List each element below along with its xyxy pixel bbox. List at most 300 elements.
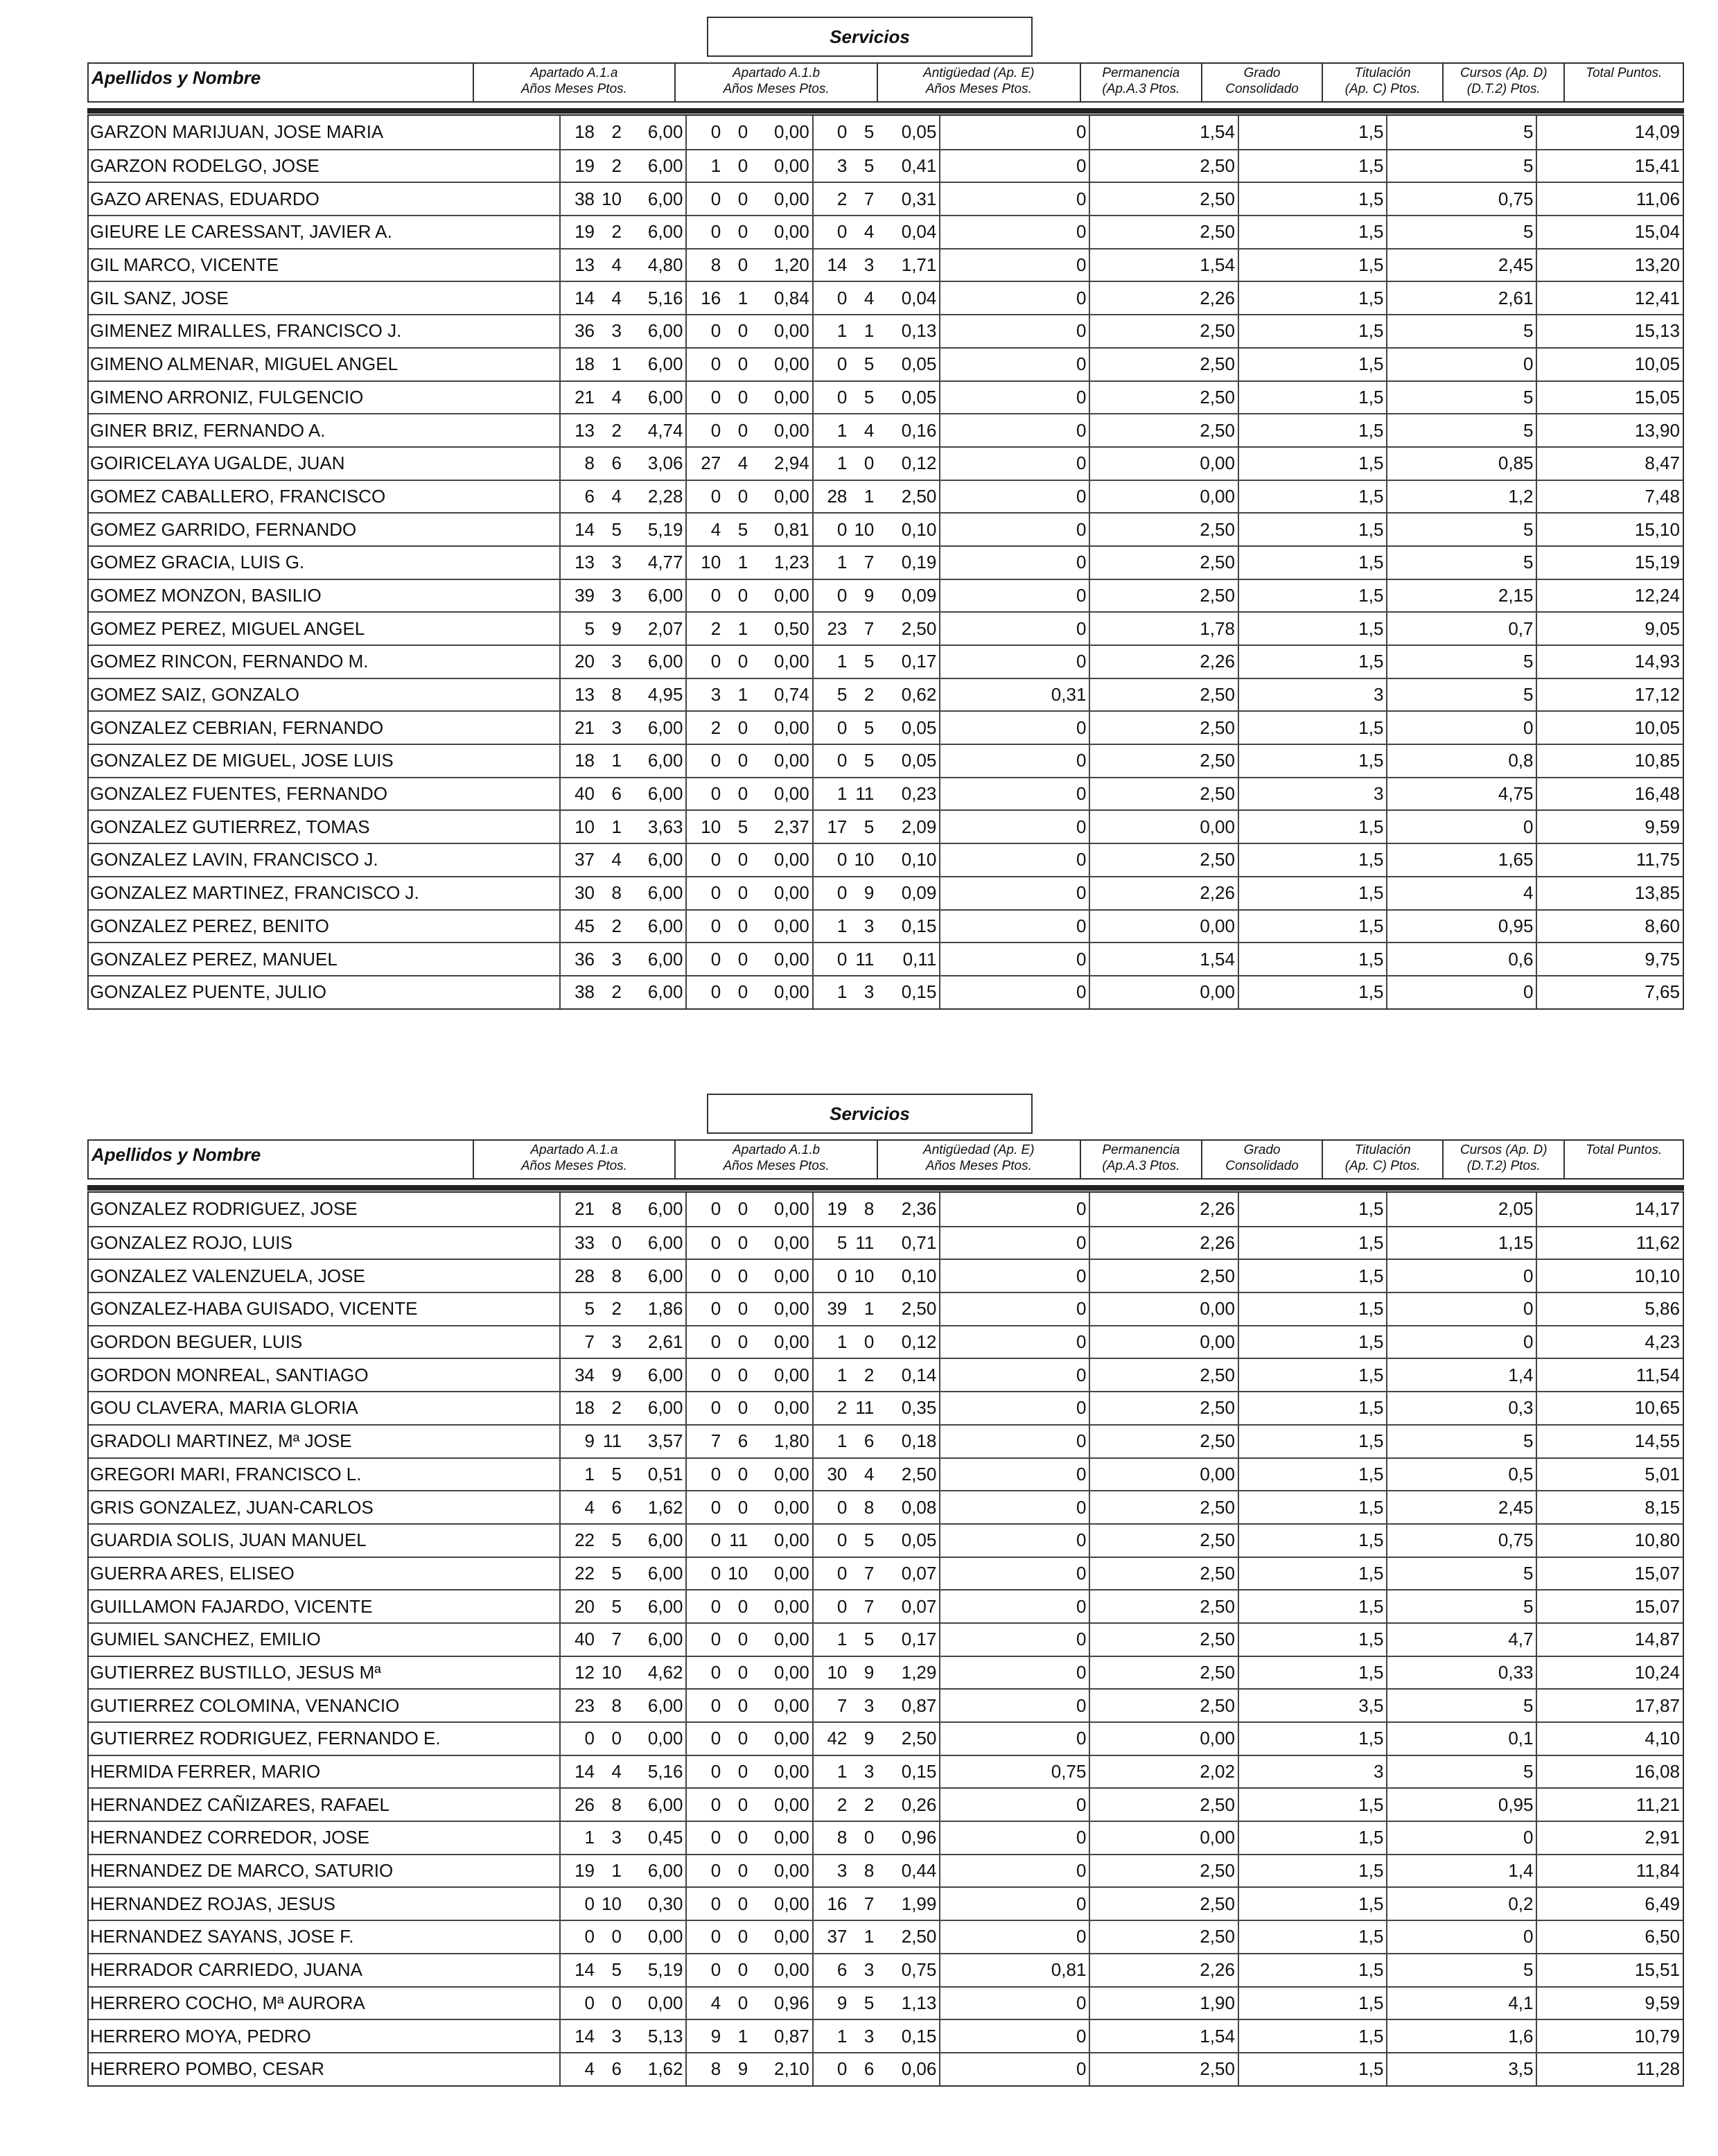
table-row: [89, 248, 1683, 281]
permanencia-points: 0: [939, 1921, 1089, 1953]
table-row: [89, 413, 1683, 446]
row-name: GIMENEZ MIRALLES, FRANCISCO J.: [90, 320, 402, 342]
titulacion-points: 1,5: [1238, 1624, 1387, 1656]
a1b-points: 0,00: [774, 1562, 809, 1584]
antig-months: 4: [864, 287, 875, 308]
a1b-years: 0: [685, 183, 724, 215]
titulacion-points: 1,5: [1238, 844, 1387, 876]
a1b-months: 5: [737, 518, 748, 540]
antig-months: 1: [864, 1298, 875, 1320]
a1b-years: 0: [685, 976, 724, 1008]
a1b-months: 4: [737, 453, 748, 474]
a1a-points: 6,00: [647, 353, 683, 375]
permanencia-points: 0: [939, 811, 1089, 843]
antig-years: 1: [812, 1359, 850, 1391]
a1a-points: 2,28: [647, 485, 683, 507]
a1b-months: 6: [737, 1430, 748, 1452]
a1b-points: 0,00: [774, 750, 809, 771]
titulacion-points: 1,5: [1238, 382, 1387, 414]
cursos-points: 1,2: [1386, 481, 1536, 513]
a1a-months: 8: [611, 1694, 622, 1716]
a1a-points: 6,00: [647, 651, 683, 672]
antig-years: 1: [812, 1326, 850, 1358]
row-name: GIMENO ARRONIZ, FULGENCIO: [90, 386, 364, 407]
permanencia-points: 0: [939, 1624, 1089, 1656]
total-points: 4,10: [1536, 1723, 1682, 1755]
total-points: 6,50: [1536, 1921, 1682, 1953]
total-points: 2,91: [1536, 1822, 1682, 1854]
table-row: [89, 611, 1683, 645]
a1b-points: 0,00: [774, 1827, 809, 1848]
antig-years: 0: [812, 1491, 850, 1523]
row-name: GUMIEL SANCHEZ, EMILIO: [90, 1629, 321, 1650]
a1b-points: 0,00: [774, 320, 809, 342]
total-points: 13,20: [1536, 249, 1682, 281]
table-row: [89, 215, 1683, 248]
a1b-years: 0: [685, 1359, 724, 1391]
titulacion-points: 1,5: [1238, 150, 1387, 182]
a1a-months: 2: [611, 915, 622, 936]
a1a-years: 8: [559, 448, 597, 480]
antig-points: 1,29: [901, 1661, 937, 1683]
a1a-months: 4: [611, 849, 622, 870]
antig-points: 0,35: [901, 1397, 937, 1419]
row-name: GUTIERREZ RODRIGUEZ, FERNANDO E.: [90, 1728, 441, 1749]
permanencia-points: 0: [939, 1525, 1089, 1557]
cursos-points: 5: [1386, 547, 1536, 579]
total-points: 11,21: [1536, 1789, 1682, 1821]
antig-years: 0: [812, 216, 850, 248]
a1a-years: 22: [559, 1525, 597, 1557]
a1a-points: 6,00: [647, 750, 683, 771]
a1a-points: 6,00: [647, 1595, 683, 1617]
cursos-points: 5: [1386, 1590, 1536, 1622]
a1b-points: 0,00: [774, 1298, 809, 1320]
permanencia-points: 0: [939, 116, 1089, 149]
a1a-months: 4: [611, 1761, 622, 1782]
antig-years: 9: [812, 1988, 850, 2019]
a1a-years: 20: [559, 1590, 597, 1622]
a1a-years: 9: [559, 1426, 597, 1457]
a1b-years: 0: [685, 1558, 724, 1590]
permanencia-points: 0: [939, 1888, 1089, 1920]
permanencia-points: 0: [939, 1227, 1089, 1259]
antig-years: 16: [812, 1888, 850, 1920]
permanencia-points: 0: [939, 976, 1089, 1008]
antig-points: 0,10: [901, 1265, 937, 1286]
grado-consolidado: 2,50: [1089, 382, 1238, 414]
total-points: 11,06: [1536, 183, 1682, 215]
antig-years: 5: [812, 679, 850, 711]
antig-points: 0,10: [901, 518, 937, 540]
total-points: 12,24: [1536, 580, 1682, 612]
antig-years: 1: [812, 646, 850, 678]
a1b-months: 0: [737, 1595, 748, 1617]
a1b-years: 0: [685, 1392, 724, 1424]
permanencia-points: 0: [939, 911, 1089, 943]
antig-years: 0: [812, 580, 850, 612]
table-row: [89, 1688, 1683, 1721]
a1b-months: 1: [737, 684, 748, 705]
a1b-points: 0,00: [774, 915, 809, 936]
antig-months: 5: [864, 1992, 875, 2013]
titulacion-points: 1,5: [1238, 1590, 1387, 1622]
cursos-points: 1,4: [1386, 1855, 1536, 1887]
a1a-months: 0: [611, 1728, 622, 1749]
a1a-points: 5,16: [647, 1761, 683, 1782]
cursos-points: 1,6: [1386, 2020, 1536, 2052]
titulacion-points: 1,5: [1238, 414, 1387, 446]
a1b-months: 0: [737, 882, 748, 904]
a1a-years: 14: [559, 1954, 597, 1986]
a1a-points: 6,00: [647, 1364, 683, 1385]
row-name: GONZALEZ MARTINEZ, FRANCISCO J.: [90, 882, 419, 904]
a1a-months: 2: [611, 155, 622, 177]
antig-points: 0,18: [901, 1430, 937, 1452]
antig-months: 9: [864, 1728, 875, 1749]
titulacion-points: 1,5: [1238, 1491, 1387, 1523]
grado-consolidado: 2,50: [1089, 1921, 1238, 1953]
a1b-years: 10: [685, 811, 724, 843]
permanencia-points: 0: [939, 282, 1089, 314]
antig-years: 0: [812, 116, 850, 149]
total-points: 14,55: [1536, 1426, 1682, 1457]
table-row: [89, 2019, 1683, 2052]
antig-years: 0: [812, 349, 850, 380]
a1b-points: 0,00: [774, 1364, 809, 1385]
a1a-months: 2: [611, 121, 622, 143]
antig-points: 0,19: [901, 552, 937, 573]
titulacion-points: 1,5: [1238, 315, 1387, 347]
table-row: [89, 380, 1683, 414]
a1b-months: 0: [737, 981, 748, 1003]
cursos-points: 0,6: [1386, 943, 1536, 975]
a1b-points: 0,00: [774, 419, 809, 441]
table-row: [89, 975, 1683, 1008]
row-name: HERRERO COCHO, Mª AURORA: [90, 1992, 365, 2013]
titulacion-points: 1,5: [1238, 580, 1387, 612]
a1a-months: 0: [611, 1232, 622, 1254]
antig-points: 2,50: [901, 1728, 937, 1749]
antig-years: 2: [812, 183, 850, 215]
total-points: 10,65: [1536, 1392, 1682, 1424]
a1b-years: 0: [685, 1822, 724, 1854]
antig-years: 10: [812, 1657, 850, 1689]
a1a-years: 18: [559, 349, 597, 380]
a1a-points: 4,62: [647, 1661, 683, 1683]
a1b-months: 0: [737, 1629, 748, 1650]
table-row: [89, 545, 1683, 579]
titulacion-points: 3,5: [1238, 1690, 1387, 1721]
titulacion-points: 3: [1238, 1756, 1387, 1788]
a1b-points: 0,87: [774, 2025, 809, 2047]
table-row: [89, 1986, 1683, 2019]
cursos-points: 2,15: [1386, 580, 1536, 612]
a1b-years: 0: [685, 1657, 724, 1689]
grado-consolidado: 2,50: [1089, 679, 1238, 711]
a1a-months: 6: [611, 1496, 622, 1518]
row-name: GORDON MONREAL, SANTIAGO: [90, 1364, 369, 1385]
titulacion-points: 1,5: [1238, 877, 1387, 909]
a1b-months: 0: [737, 1496, 748, 1518]
a1b-points: 0,00: [774, 353, 809, 375]
a1a-months: 3: [611, 1827, 622, 1848]
a1a-points: 0,00: [647, 1926, 683, 1947]
antig-months: 9: [864, 1661, 875, 1683]
a1b-points: 2,10: [774, 2058, 809, 2080]
a1b-points: 2,37: [774, 816, 809, 837]
a1a-points: 6,00: [647, 882, 683, 904]
a1a-months: 10: [602, 1661, 622, 1683]
permanencia-points: 0: [939, 2020, 1089, 2052]
antig-points: 0,12: [901, 453, 937, 474]
a1a-points: 2,07: [647, 617, 683, 639]
total-points: 15,07: [1536, 1590, 1682, 1622]
row-name: GOMEZ SAIZ, GONZALO: [90, 684, 299, 705]
cursos-points: 0,75: [1386, 183, 1536, 215]
a1b-years: 0: [685, 580, 724, 612]
table-row: [89, 1193, 1683, 1226]
a1b-months: 1: [737, 287, 748, 308]
titulacion-points: 1,5: [1238, 1293, 1387, 1325]
a1b-points: 0,00: [774, 783, 809, 805]
a1b-months: 0: [737, 849, 748, 870]
antig-months: 5: [864, 717, 875, 738]
a1b-years: 0: [685, 1459, 724, 1491]
antig-months: 3: [864, 1959, 875, 1981]
row-name: GUARDIA SOLIS, JUAN MANUEL: [90, 1530, 367, 1551]
total-points: 11,84: [1536, 1855, 1682, 1887]
antig-months: 3: [864, 981, 875, 1003]
antig-months: 0: [864, 1331, 875, 1353]
antig-years: 0: [812, 1590, 850, 1622]
permanencia-points: 0: [939, 1590, 1089, 1622]
antig-months: 7: [864, 552, 875, 573]
antig-years: 39: [812, 1293, 850, 1325]
cursos-points: 5: [1386, 514, 1536, 545]
a1b-months: 0: [737, 1728, 748, 1749]
grado-consolidado: 2,50: [1089, 1624, 1238, 1656]
antig-points: 0,16: [901, 419, 937, 441]
a1a-years: 37: [559, 844, 597, 876]
table-row: [89, 1721, 1683, 1755]
table-row: [89, 1391, 1683, 1424]
permanencia-points: 0: [939, 943, 1089, 975]
a1a-years: 36: [559, 943, 597, 975]
a1a-years: 10: [559, 811, 597, 843]
antig-months: 7: [864, 1562, 875, 1584]
grado-consolidado: 0,00: [1089, 1822, 1238, 1854]
a1a-points: 0,00: [647, 1728, 683, 1749]
antig-months: 4: [864, 221, 875, 243]
a1b-years: 4: [685, 514, 724, 545]
a1b-points: 0,00: [774, 1794, 809, 1815]
total-points: 11,75: [1536, 844, 1682, 876]
antig-months: 3: [864, 254, 875, 276]
permanencia-points: 0: [939, 1260, 1089, 1292]
a1b-years: 10: [685, 547, 724, 579]
row-name: GOMEZ GARRIDO, FERNANDO: [90, 518, 357, 540]
header-a1b: Apartado A.1.b Años Meses Ptos.: [674, 1141, 877, 1178]
a1a-years: 4: [559, 1491, 597, 1523]
a1b-months: 0: [737, 1364, 748, 1385]
table-row: [89, 1557, 1683, 1590]
a1a-years: 0: [559, 1723, 597, 1755]
a1b-points: 0,00: [774, 1728, 809, 1749]
a1a-months: 5: [611, 1530, 622, 1551]
total-points: 14,09: [1536, 116, 1682, 149]
permanencia-points: 0: [939, 1426, 1089, 1457]
antig-years: 0: [812, 1525, 850, 1557]
antig-points: 0,71: [901, 1232, 937, 1254]
row-name: GONZALEZ PEREZ, MANUEL: [90, 948, 338, 970]
a1b-months: 0: [737, 1661, 748, 1683]
antig-years: 0: [812, 2053, 850, 2085]
antig-months: 10: [854, 518, 875, 540]
titulacion-points: 1,5: [1238, 183, 1387, 215]
a1a-years: 6: [559, 481, 597, 513]
grado-consolidado: 2,50: [1089, 216, 1238, 248]
a1b-years: 4: [685, 1988, 724, 2019]
a1a-months: 9: [611, 617, 622, 639]
antig-points: 1,99: [901, 1893, 937, 1914]
permanencia-points: 0: [939, 382, 1089, 414]
a1a-years: 38: [559, 183, 597, 215]
a1a-months: 5: [611, 1463, 622, 1484]
grado-consolidado: 1,54: [1089, 249, 1238, 281]
permanencia-points: 0: [939, 481, 1089, 513]
grado-consolidado: 2,50: [1089, 1392, 1238, 1424]
permanencia-points: 0: [939, 1491, 1089, 1523]
cursos-points: 5: [1386, 116, 1536, 149]
antig-points: 2,50: [901, 617, 937, 639]
table-row: [89, 942, 1683, 975]
grado-consolidado: 2,26: [1089, 1954, 1238, 1986]
table-row: [89, 1490, 1683, 1523]
a1b-months: 0: [737, 915, 748, 936]
row-name: GONZALEZ RODRIGUEZ, JOSE: [90, 1198, 358, 1220]
grado-consolidado: 2,50: [1089, 414, 1238, 446]
grado-consolidado: 2,50: [1089, 1359, 1238, 1391]
cursos-points: 0: [1386, 1822, 1536, 1854]
cursos-points: 0,3: [1386, 1392, 1536, 1424]
row-name: HERNANDEZ CORREDOR, JOSE: [90, 1827, 370, 1848]
cursos-points: 0,2: [1386, 1888, 1536, 1920]
antig-months: 8: [864, 1860, 875, 1882]
antig-years: 1: [812, 448, 850, 480]
grado-consolidado: 2,26: [1089, 282, 1238, 314]
a1a-years: 5: [559, 613, 597, 645]
a1b-points: 0,00: [774, 121, 809, 143]
a1b-years: 2: [685, 712, 724, 744]
titulacion-points: 1,5: [1238, 1888, 1387, 1920]
antig-years: 2: [812, 1392, 850, 1424]
a1b-months: 0: [737, 1397, 748, 1419]
cursos-points: 5: [1386, 414, 1536, 446]
a1b-months: 10: [728, 1562, 748, 1584]
titulacion-points: 1,5: [1238, 116, 1387, 149]
permanencia-points: 0: [939, 1657, 1089, 1689]
a1b-years: 2: [685, 613, 724, 645]
header-antiguedad: Antigüedad (Ap. E) Años Meses Ptos.: [877, 1141, 1080, 1178]
total-points: 11,28: [1536, 2053, 1682, 2085]
titulacion-points: 1,5: [1238, 1954, 1387, 1986]
antig-points: 2,50: [901, 1463, 937, 1484]
a1b-years: 1: [685, 150, 724, 182]
servicios-header: Servicios: [707, 1094, 1033, 1134]
titulacion-points: 1,5: [1238, 249, 1387, 281]
total-points: 15,10: [1536, 514, 1682, 545]
grado-consolidado: 0,00: [1089, 911, 1238, 943]
row-name: GONZALEZ VALENZUELA, JOSE: [90, 1265, 365, 1286]
a1a-months: 2: [611, 221, 622, 243]
antig-years: 14: [812, 249, 850, 281]
a1b-points: 2,94: [774, 453, 809, 474]
antig-years: 28: [812, 481, 850, 513]
antig-points: 0,04: [901, 287, 937, 308]
header-a1a: Apartado A.1.a Años Meses Ptos.: [473, 1141, 675, 1178]
permanencia-points: 0: [939, 183, 1089, 215]
a1a-years: 18: [559, 745, 597, 777]
a1b-points: 0,00: [774, 1265, 809, 1286]
a1b-months: 0: [737, 320, 748, 342]
a1b-points: 0,00: [774, 1595, 809, 1617]
cursos-points: 0,1: [1386, 1723, 1536, 1755]
table-row: [89, 909, 1683, 943]
antig-points: 2,36: [901, 1198, 937, 1220]
antig-years: 0: [812, 844, 850, 876]
antig-years: 19: [812, 1193, 850, 1226]
row-name: GIL SANZ, JOSE: [90, 287, 229, 308]
titulacion-points: 1,5: [1238, 646, 1387, 678]
a1a-points: 5,19: [647, 1959, 683, 1981]
a1a-months: 8: [611, 1198, 622, 1220]
grado-consolidado: 2,50: [1089, 183, 1238, 215]
header-titulacion: Titulación (Ap. C) Ptos.: [1322, 64, 1442, 101]
a1b-years: 0: [685, 646, 724, 678]
a1a-months: 3: [611, 552, 622, 573]
permanencia-points: 0: [939, 613, 1089, 645]
a1a-years: 0: [559, 1888, 597, 1920]
titulacion-points: 1,5: [1238, 1822, 1387, 1854]
antig-months: 3: [864, 915, 875, 936]
a1a-months: 8: [611, 882, 622, 904]
antig-months: 2: [864, 1364, 875, 1385]
table-row: [89, 645, 1683, 678]
servicios-header: Servicios: [707, 17, 1033, 57]
a1b-years: 0: [685, 943, 724, 975]
a1b-months: 0: [737, 254, 748, 276]
titulacion-points: 1,5: [1238, 1789, 1387, 1821]
titulacion-points: 1,5: [1238, 1558, 1387, 1590]
a1b-months: 0: [737, 353, 748, 375]
antig-points: 0,12: [901, 1331, 937, 1353]
a1a-months: 1: [611, 816, 622, 837]
titulacion-points: 1,5: [1238, 1988, 1387, 2019]
cursos-points: 0,8: [1386, 745, 1536, 777]
a1a-points: 0,45: [647, 1827, 683, 1848]
antig-points: 0,14: [901, 1364, 937, 1385]
titulacion-points: 1,5: [1238, 613, 1387, 645]
a1a-points: 6,00: [647, 1694, 683, 1716]
titulacion-points: 1,5: [1238, 1921, 1387, 1953]
total-points: 10,79: [1536, 2020, 1682, 2052]
grado-consolidado: 2,50: [1089, 1426, 1238, 1457]
antig-points: 0,17: [901, 1629, 937, 1650]
cursos-points: 5: [1386, 1558, 1536, 1590]
antig-years: 1: [812, 1426, 850, 1457]
row-name: GOMEZ PEREZ, MIGUEL ANGEL: [90, 617, 365, 639]
